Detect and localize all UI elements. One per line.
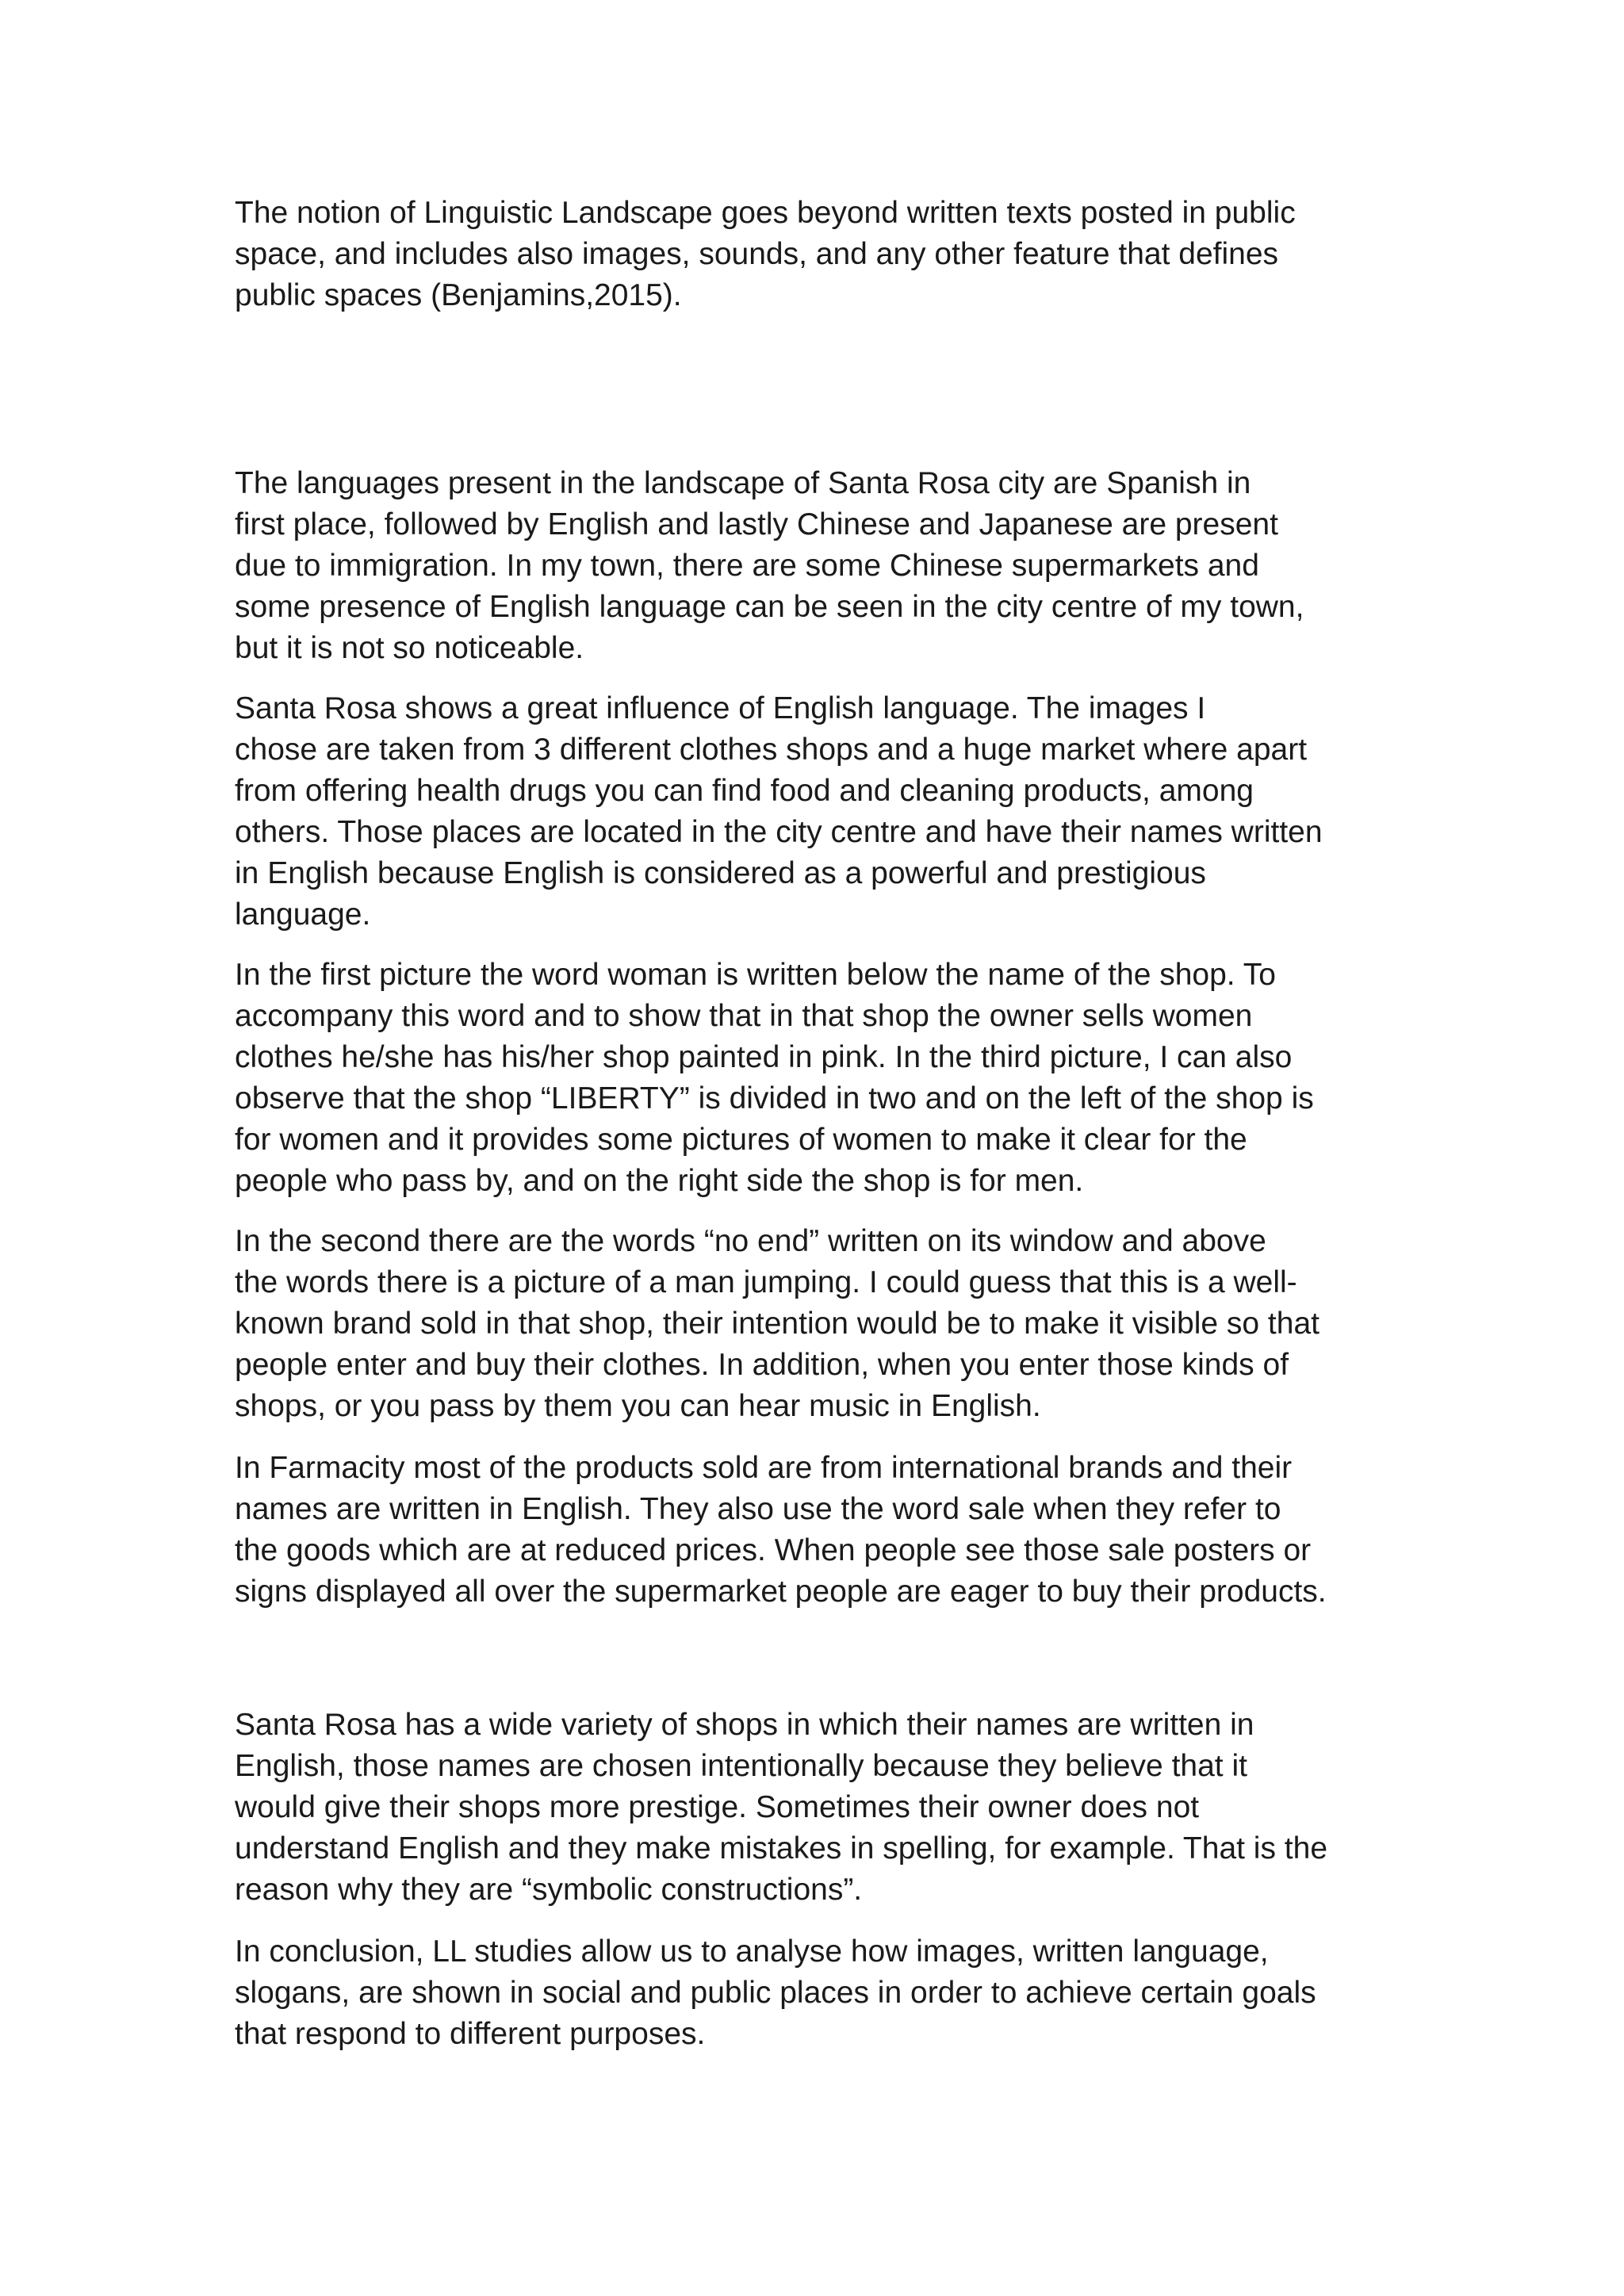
paragraph-first-picture: In the first picture the word woman is written below the name of the shop. To accompany this word and to show that in that shop the owner sells women clothes he/she has his/her shop painted in pink. In the third picture, I can also observe that the shop “LIBERTY” is divided in two and on the left of the shop is for women and it provides some pictures of women to make it clear for the people who pass by, and on the right side the shop is for men. <box>235 958 1314 1198</box>
paragraph-languages-santa-rosa: The languages present in the landscape of Santa Rosa city are Spanish in first place, followed by English and lastly Chinese and Japanese are present due to immigration. In my town, there are some Chinese supermarkets and some presence of English language can be seen in the city centre of my town, but it is not so noticeable. <box>235 466 1304 665</box>
paragraph-english-influence: Santa Rosa shows a great influence of English language. The images I chose are taken from 3 different clothes shops and a huge market where apart from offering health drugs you can find food and cleaning products, among others. Those places are located in the city centre and have their names written in English because English is considered as a powerful and prestigious language. <box>235 691 1323 932</box>
paragraph-second-picture: In the second there are the words “no end” written on its window and above the words there is a picture of a man jumping. I could guess that this is a well- known brand sold in that shop, their intention would be to make it visible so that people enter and buy their clothes. In addition, when you enter those kinds of shops, or you pass by them you can hear music in English. <box>235 1224 1320 1423</box>
paragraph-shop-names: Santa Rosa has a wide variety of shops in which their names are written in English, those names are chosen intentionally because they believe that it would give their shops more prestige. Sometimes their owner does not understand English and they make mistakes in spelling, for example. That is the reason why they are “symbolic constructions”. <box>235 1708 1328 1907</box>
paragraph-farmacity: In Farmacity most of the products sold are from international brands and their names are written in English. They also use the word sale when they refer to the goods which are at reduced prices. When people see those sale posters or signs displayed all over the supermarket people are eager to buy their products. <box>235 1451 1327 1609</box>
paragraph-linguistic-landscape-definition: The notion of Linguistic Landscape goes beyond written texts posted in public space, and includes also images, sounds, and any other feature that defines public spaces (Benjamins,2015). <box>235 196 1296 312</box>
paragraph-conclusion: In conclusion, LL studies allow us to analyse how images, written language, slogans, are shown in social and public places in order to achieve certain goals that respond to different purposes. <box>235 1934 1316 2051</box>
